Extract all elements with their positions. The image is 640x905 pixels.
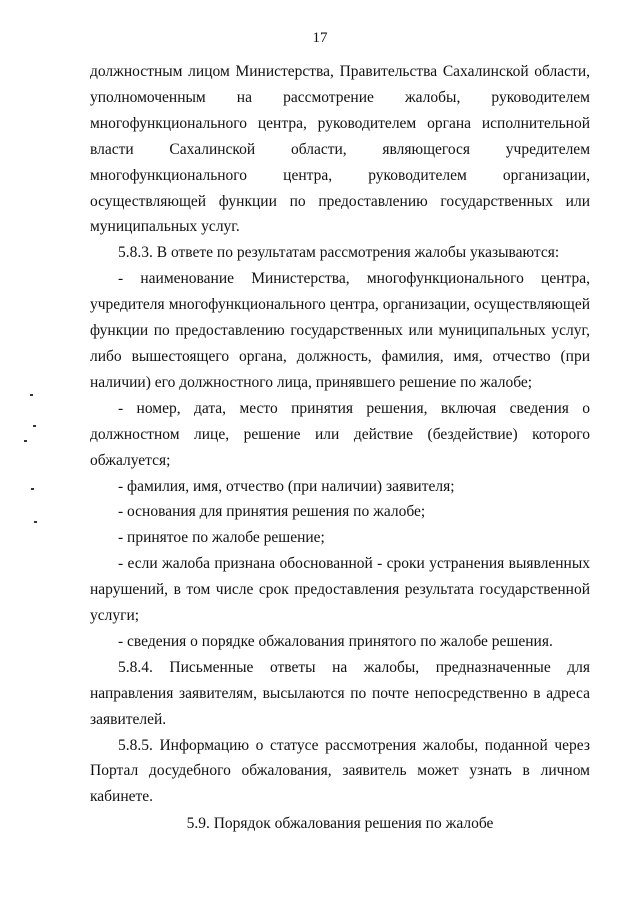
list-item-grounds: - основания для принятия решения по жалобе; [118, 503, 426, 521]
list-item-name: - наименование Министерства, многофункционального центра, учредителя многофункционального центра, организации, осуществляющей функции по предоставлению государственных или муниципальных услуг, либо вышестоящего органа, должность, фамилия, имя, отчество (при наличии) его должностного лица, принявшего решение по жалобе; [90, 270, 590, 391]
paragraph-5-8-4: 5.8.4. Письменные ответы на жалобы, предназначенные для направления заявителям, высылаются по почте непосредственно в адреса заявителей. [90, 658, 590, 728]
list-item-deadlines: - если жалоба признана обоснованной - сроки устранения выявленных нарушений, в том числе срок предоставления результата государственной услуги; [90, 555, 590, 625]
paragraph-continuation: должностным лицом Министерства, Правительства Сахалинской области, уполномоченным на рассмотрение жалобы, руководителем многофункционального центра, руководителем органа исполнительной власти Сахалинской области, являющегося учредителем многофункционального центра, руководителем организации, осуществляющей функции по предоставлению государственных или муниципальных услуг. [90, 63, 590, 236]
section-heading: 5.9. Порядок обжалования решения по жалобе [186, 815, 494, 833]
paragraph-5-8-3: 5.8.3. В ответе по результатам рассмотрения жалобы указываются: [118, 244, 560, 262]
scan-mark [31, 488, 34, 490]
scan-mark [34, 521, 37, 523]
document-body [90, 59, 590, 837]
list-item-appeal-procedure: - сведения о порядке обжалования принятого по жалобе решения. [118, 632, 553, 650]
list-item-applicant: - фамилия, имя, отчество (при наличии) заявителя; [118, 477, 455, 495]
scan-mark [33, 425, 36, 427]
page-number: 17 [312, 30, 328, 46]
paragraph-5-8-5: 5.8.5. Информацию о статусе рассмотрения жалобы, поданной через Портал досудебного обжалования, заявитель может узнать в личном кабинете. [90, 736, 590, 806]
list-item-decision: - принятое по жалобе решение; [118, 529, 325, 547]
scan-mark [30, 394, 33, 396]
scan-mark [24, 440, 27, 442]
list-item-number-date: - номер, дата, место принятия решения, включая сведения о должностном лице, решение или действие (бездействие) которого обжалуется; [90, 399, 590, 469]
